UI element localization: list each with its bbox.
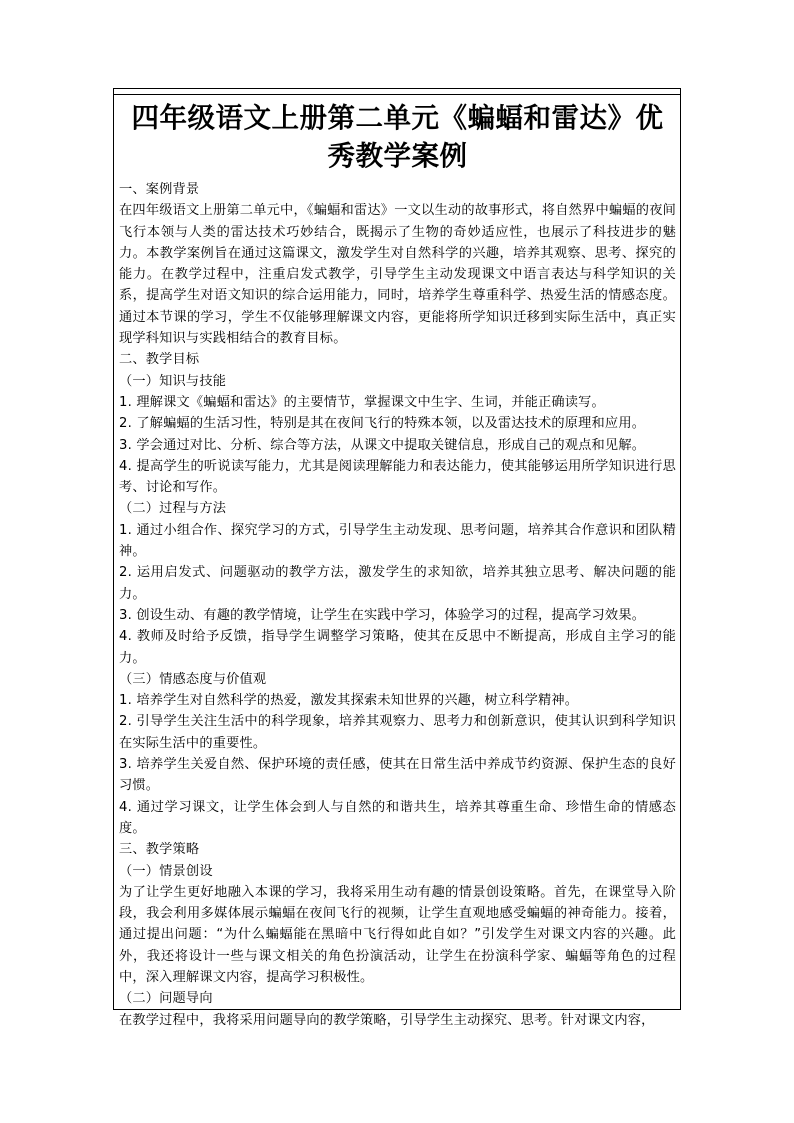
subheading-emotion-values: （三）情感态度与价值观	[119, 671, 267, 687]
list-item: 3. 培养学生关爱自然、保护环境的责任感，使其在日常生活中养成节约资源、保护生态的良好习惯。	[119, 757, 676, 794]
list-item: 4. 通过学习课文，让学生体会到人与自然的和谐共生，培养其尊重生命、珍惜生命的情感态度。	[119, 799, 676, 836]
list-item: 2. 了解蝙蝠的生活习性，特别是其在夜间飞行的特殊本领，以及雷达技术的原理和应用。	[119, 416, 646, 432]
paragraph-background: 在四年级语文上册第二单元中，《蝙蝠和雷达》一文以生动的故事形式，将自然界中蝙蝠的夜间飞行本领与人类的雷达技术巧妙结合，既揭示了生物的奇妙适应性，也展示了科技进步的魅力。本教学案例旨在通过这篇课文，激发学生对自然科学的兴趣，培养其观察、思考、探究的能力。在教学过程中，注重启发式教学，引导学生主动发现课文中语言表达与科学知识的关系，提高学生对语文知识的综合运用能力，同时，培养学生尊重科学、热爱生活的情感态度。通过本节课的学习，学生不仅能够理解课文内容，更能将所学知识迁移到实际生活中，真正实现学科知识与实践相结合的教育目标。	[119, 203, 676, 347]
section-heading-objectives: 二、教学目标	[119, 352, 200, 368]
list-item: 4. 提高学生的听说读写能力，尤其是阅读理解能力和表达能力，使其能够运用所学知识进行思考、讨论和写作。	[119, 458, 676, 496]
list-item: 1. 培养学生对自然科学的热爱，激发其探索未知世界的兴趣，树立科学精神。	[119, 693, 579, 709]
list-item: 3. 学会通过对比、分析、综合等方法，从课文中提取关键信息，形成自己的观点和见解。	[119, 437, 646, 453]
document-content	[119, 99, 676, 1031]
paragraph-scenario: 为了让学生更好地融入本课的学习，我将采用生动有趣的情景创设策略。首先，在课堂导入阶段，我会利用多媒体展示蝙蝠在夜间飞行的视频，让学生直观地感受蝙蝠的神奇能力。接着，通过提出问题：“为什么蝙蝠能在黑暗中飞行得如此自如？”引发学生对课文内容的兴趣。此外，我还将设计一些与课文相关的角色扮演活动，让学生在扮演科学家、蝙蝠等角色的过程中，深入理解课文内容，提高学习积极性。	[119, 884, 676, 985]
top-rule	[114, 94, 680, 95]
subheading-scenario: （一）情景创设	[119, 863, 213, 879]
section-heading-strategies: 三、教学策略	[119, 842, 200, 858]
paragraph-problem-oriented: 在教学过程中，我将采用问题导向的教学策略，引导学生主动探究、思考。针对课文内容，	[119, 1012, 655, 1028]
document-frame	[113, 88, 681, 1028]
subheading-problem-oriented: （二）问题导向	[119, 991, 213, 1007]
list-item: 1. 通过小组合作、探究学习的方式，引导学生主动发现、思考问题，培养其合作意识和团队精神。	[119, 522, 676, 560]
list-item: 4. 教师及时给予反馈，指导学生调整学习策略，使其在反思中不断提高，形成自主学习的能力。	[119, 629, 676, 666]
list-item: 1. 理解课文《蝙蝠和雷达》的主要情节，掌握课文中生字、生词，并能正确读写。	[119, 394, 605, 410]
document-title: 四年级语文上册第二单元《蝙蝠和雷达》优秀教学案例	[131, 102, 664, 172]
subheading-knowledge-skills: （一）知识与技能	[119, 373, 227, 389]
subheading-process-methods: （二）过程与方法	[119, 501, 227, 517]
section-heading-background: 一、案例背景	[119, 182, 200, 197]
list-item: 2. 引导学生关注生活中的科学现象，培养其观察力、思考力和创新意识，使其认识到科学知识在实际生活中的重要性。	[119, 714, 676, 751]
list-item: 3. 创设生动、有趣的教学情境，让学生在实践中学习，体验学习的过程，提高学习效果。	[119, 607, 646, 623]
list-item: 2. 运用启发式、问题驱动的教学方法，激发学生的求知欲，培养其独立思考、解决问题的能力。	[119, 565, 676, 602]
